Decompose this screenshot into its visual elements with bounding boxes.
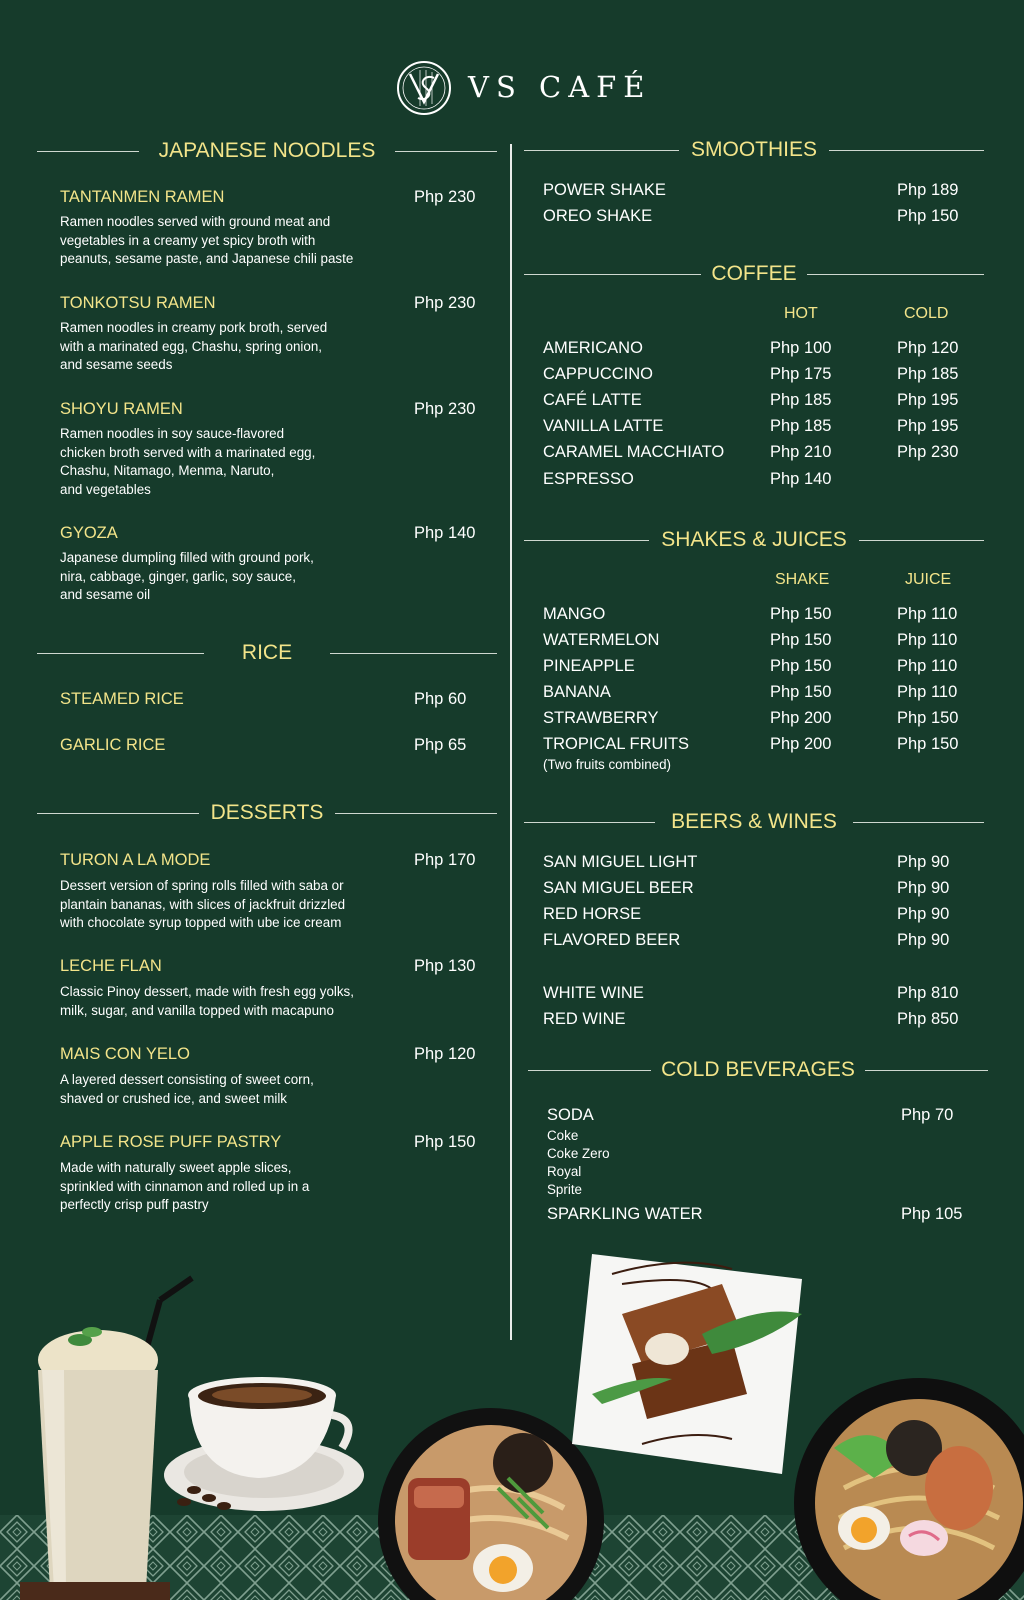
section-title: SHAKES & JUICES xyxy=(661,528,847,551)
menu-item-description: Classic Pinoy dessert, made with fresh egg yolks, milk, sugar, and vanilla topped with macapuno xyxy=(60,984,354,1018)
menu-item-name: GARLIC RICE xyxy=(60,736,166,754)
menu-item-description: Ramen noodles in creamy pork broth, served with a marinated egg, Chashu, spring onion, and sesame seeds xyxy=(60,320,328,372)
menu-item-name: PINEAPPLE xyxy=(543,657,635,675)
menu-item-price-juice: Php 150 xyxy=(897,735,959,753)
menu-item-name: WATERMELON xyxy=(543,631,660,649)
section-header-smoothies xyxy=(524,133,984,167)
section-title: COLD BEVERAGES xyxy=(661,1058,855,1081)
menu-item-description: A layered dessert consisting of sweet corn, shaved or crushed ice, and sweet milk xyxy=(60,1072,314,1106)
section-title: COFFEE xyxy=(711,262,797,285)
section-header-shakes-juices xyxy=(524,523,984,557)
menu-item-price: Php 90 xyxy=(897,905,950,923)
column-header-cold: COLD xyxy=(904,305,949,322)
menu-item-name: CAPPUCCINO xyxy=(543,365,654,383)
section-header-coffee xyxy=(524,257,984,291)
section-title: SMOOTHIES xyxy=(691,138,818,161)
menu-item-price: Php 230 xyxy=(414,400,476,418)
menu-item-name: LECHE FLAN xyxy=(60,957,162,975)
menu-item-price: Php 850 xyxy=(897,1010,959,1028)
menu-item-name: TANTANMEN RAMEN xyxy=(60,188,225,206)
menu-item-name: TROPICAL FRUITS xyxy=(543,735,690,753)
menu-item-price-juice: Php 110 xyxy=(897,657,958,675)
menu-item-name: MAIS CON YELO xyxy=(60,1045,190,1063)
menu-item-price-hot: Php 100 xyxy=(770,339,832,357)
soda-option: Coke xyxy=(547,1128,579,1143)
menu-item-name: MANGO xyxy=(543,605,606,623)
menu-item-name: SHOYU RAMEN xyxy=(60,400,183,418)
menu-item-description: Ramen noodles served with ground meat and vegetables in a creamy yet spicy broth with peanuts, sesame paste, and Japanese chili paste xyxy=(60,214,354,266)
menu-item-description: Ramen noodles in soy sauce-flavored chicken broth served with a marinated egg, Chashu, Nitamago, Menma, Naruto, and vegetables xyxy=(60,426,316,497)
vs-logo-icon xyxy=(396,60,452,116)
menu-item-price-hot: Php 210 xyxy=(770,443,832,461)
menu-item-name: FLAVORED BEER xyxy=(543,931,681,949)
menu-item-description: Japanese dumpling filled with ground pork, nira, cabbage, ginger, garlic, soy sauce, and sesame oil xyxy=(60,550,314,602)
menu-item-price: Php 150 xyxy=(414,1133,476,1151)
menu-item-price: Php 120 xyxy=(414,1045,476,1063)
menu-item-price-hot: Php 175 xyxy=(770,365,832,383)
menu-item-name: WHITE WINE xyxy=(543,984,644,1002)
menu-item-name: AMERICANO xyxy=(543,339,643,357)
menu-item-price: Php 230 xyxy=(414,188,476,206)
menu-item-price: Php 130 xyxy=(414,957,476,975)
menu-item-price-shake: Php 150 xyxy=(770,605,832,623)
menu-item-price: Php 90 xyxy=(897,931,950,949)
menu-item-name: SPARKLING WATER xyxy=(547,1205,703,1223)
section-title: BEERS & WINES xyxy=(671,810,837,833)
menu-item-price-hot: Php 185 xyxy=(770,417,832,435)
menu-item-name: SODA xyxy=(547,1106,594,1124)
menu-item-price: Php 189 xyxy=(897,181,959,199)
menu-item-price-cold: Php 185 xyxy=(897,365,959,383)
column-header-juice: JUICE xyxy=(905,571,952,588)
menu-item-name: STRAWBERRY xyxy=(543,709,659,727)
menu-item-price-juice: Php 110 xyxy=(897,631,958,649)
menu-item-name: ESPRESSO xyxy=(543,470,634,488)
menu-item-price-cold: Php 195 xyxy=(897,417,959,435)
menu-item-price: Php 230 xyxy=(414,294,476,312)
menu-item-name: BANANA xyxy=(543,683,611,701)
menu-item-price-hot: Php 185 xyxy=(770,391,832,409)
menu-item-price: Php 60 xyxy=(414,690,467,708)
section-title: RICE xyxy=(241,641,293,664)
section-header-beers-wines xyxy=(524,805,984,839)
menu-item-name: VANILLA LATTE xyxy=(543,417,664,435)
menu-item-price-juice: Php 150 xyxy=(897,709,959,727)
soda-option: Royal xyxy=(547,1164,582,1179)
menu-item-price: Php 170 xyxy=(414,851,476,869)
menu-item-price: Php 70 xyxy=(901,1106,954,1124)
soda-option: Coke Zero xyxy=(547,1146,610,1161)
turon-dessert-photo xyxy=(562,1244,812,1484)
menu-item-note: (Two fruits combined) xyxy=(543,757,671,772)
menu-item-name: RED HORSE xyxy=(543,905,642,923)
soda-option: Sprite xyxy=(547,1182,582,1197)
menu-item-description: Made with naturally sweet apple slices, sprinkled with cinnamon and rolled up in a perfectly crisp puff pastry xyxy=(60,1160,310,1212)
menu-item-price: Php 90 xyxy=(897,879,950,897)
menu-item-price-juice: Php 110 xyxy=(897,605,958,623)
section-title: JAPANESE NOODLES xyxy=(158,139,376,162)
menu-item-price: Php 810 xyxy=(897,984,959,1002)
menu-item-name: TONKOTSU RAMEN xyxy=(60,294,216,312)
menu-item-price-cold: Php 195 xyxy=(897,391,959,409)
menu-item-description: Dessert version of spring rolls filled with saba or plantain bananas, with slices of jackfruit drizzled with chocolate syrup topped with ube ice cream xyxy=(60,878,346,930)
column-header-shake: SHAKE xyxy=(775,571,830,588)
brand-name: VS CAFÉ xyxy=(468,70,652,104)
menu-item-name: SAN MIGUEL BEER xyxy=(543,879,694,897)
coffee-cup-photo xyxy=(154,1360,374,1520)
menu-item-price-hot: Php 140 xyxy=(770,470,832,488)
menu-item-price: Php 150 xyxy=(897,207,959,225)
menu-item-price: Php 90 xyxy=(897,853,950,871)
section-title: DESSERTS xyxy=(210,801,324,824)
menu-item-name: GYOZA xyxy=(60,524,118,542)
menu-item-price: Php 140 xyxy=(414,524,476,542)
column-divider xyxy=(510,144,512,1340)
section-header-desserts xyxy=(37,796,497,830)
section-header-cold-beverages xyxy=(528,1053,988,1087)
menu-item-price-cold: Php 120 xyxy=(897,339,959,357)
column-header-hot: HOT xyxy=(784,305,818,322)
menu-item-name: STEAMED RICE xyxy=(60,690,184,708)
menu-item-name: TURON A LA MODE xyxy=(60,851,211,869)
section-header-rice xyxy=(37,636,497,670)
menu-item-price-cold: Php 230 xyxy=(897,443,959,461)
menu-item-price-shake: Php 200 xyxy=(770,735,832,753)
menu-item-price: Php 65 xyxy=(414,736,467,754)
menu-item-price: Php 105 xyxy=(901,1205,963,1223)
menu-item-name: POWER SHAKE xyxy=(543,181,666,199)
menu-item-name: SAN MIGUEL LIGHT xyxy=(543,853,698,871)
menu-item-price-shake: Php 150 xyxy=(770,657,832,675)
section-header-japanese-noodles xyxy=(37,134,497,168)
menu-item-price-shake: Php 200 xyxy=(770,709,832,727)
menu-item-price-juice: Php 110 xyxy=(897,683,958,701)
menu-item-name: CAFÉ LATTE xyxy=(543,391,642,409)
menu-item-price-shake: Php 150 xyxy=(770,631,832,649)
menu-item-name: CARAMEL MACCHIATO xyxy=(543,443,725,461)
menu-item-name: OREO SHAKE xyxy=(543,207,653,225)
menu-item-name: APPLE ROSE PUFF PASTRY xyxy=(60,1133,282,1151)
menu-item-name: RED WINE xyxy=(543,1010,626,1028)
shoyu-ramen-photo xyxy=(794,1378,1024,1600)
menu-item-price-shake: Php 150 xyxy=(770,683,832,701)
